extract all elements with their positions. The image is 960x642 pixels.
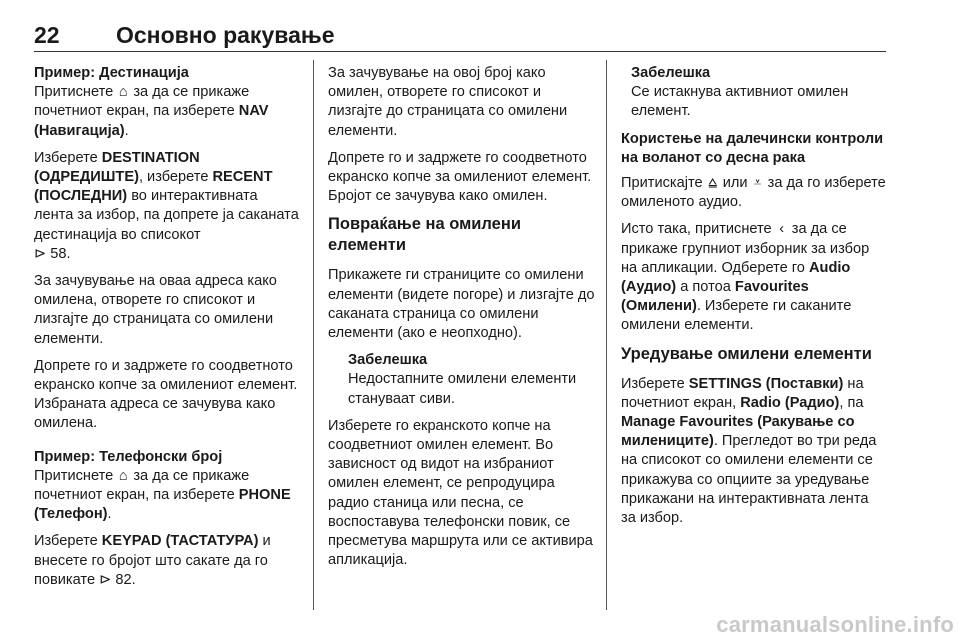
paragraph: Изберете DESTINATION (ОДРЕДИШТЕ), изберете RECENT (ПОСЛЕДНИ) во интерактивната лента за избор, па допрете ја саканата дестинација во списокот ⊳ 58. (34, 149, 300, 264)
back-icon: ‹ (779, 221, 785, 238)
home-icon: ⌂ (118, 84, 128, 101)
page-number: 22 (34, 22, 60, 48)
column-3 (621, 64, 887, 536)
note-text: Се истакнува активниот омилен елемент. (631, 84, 849, 120)
heading-retrieve-favourites: Повраќање на омилени елементи (328, 215, 521, 255)
paragraph: За зачувување на овој број како омилен, отворете го списокот и лизгајте до страницата со омилени елементи. (328, 65, 568, 139)
column-2 (328, 64, 596, 578)
note-box (631, 64, 887, 122)
paragraph: Изберете KEYPAD (ТАСТАТУРА) и внесете го бројот што сакате да го повикате ⊳ 82. (34, 532, 300, 590)
down-icon: ⩡ (753, 175, 762, 192)
page-header (34, 22, 886, 52)
column-1 (34, 64, 300, 598)
note-heading: Забелешка (631, 65, 711, 81)
page-title: Основно ракување (116, 22, 335, 48)
paragraph: Допрете го и задржете го соодветното екранско копче за омилениот елемент. Бројот се зачувува како омилен. (328, 149, 592, 205)
paragraph: Изберете SETTINGS (Поставки) на почетниот екран, Radio (Радио), па Manage Favourites (Ракување со милениците). Прегледот во три реда на списокот со омилени елементи се прикажува со опциите за уредување прикажани на интерактивната лента за избор. (621, 375, 877, 527)
note-box (348, 351, 596, 409)
paragraph: За зачувување на оваа адреса како омилена, отворете го списокот и лизгајте до страницата со омилени елементи. (34, 273, 277, 347)
note-text: Недостапните омилени елементи стануваат сиви. (348, 371, 577, 407)
column-divider-2 (606, 60, 607, 610)
paragraph: Изберете го екранското копче на соодветниот омилен елемент. Во зависност од видот на избраниот омилен елемент, се репродуцира радио станица или песна, се воспоставува телефонски повик, се пресметува маршрута или се активира апликација. (328, 417, 593, 569)
paragraph: Притиснете ⌂ за да се прикаже почетниот екран, па изберете NAV (Навигација). (34, 84, 269, 139)
note-heading: Забелешка (348, 352, 428, 369)
heading-edit-favourites: Уредување омилени елементи (621, 344, 872, 363)
paragraph: Допрете го и задржете го соодветното екранско копче за омилениот елемент. Избраната адреса се зачувува како омилена. (34, 357, 298, 432)
heading-destination-example: Пример: Дестинација (34, 65, 189, 81)
up-icon: ⩠ (708, 175, 718, 192)
page-reference-icon: ⊳ (99, 571, 112, 588)
paragraph: Притискајте ⩠ или ⩡ за да го изберете омиленото аудио. (621, 175, 886, 211)
page-reference-icon: ⊳ (34, 245, 47, 262)
paragraph: Прикажете ги страниците со омилени елементи (видете погоре) и лизгајте до саканата страница со омилени елементи (ако е неопходно). (328, 267, 595, 342)
column-divider-1 (313, 60, 314, 610)
header-rule (34, 51, 886, 52)
home-icon: ⌂ (118, 467, 128, 484)
paragraph: Исто така, притиснете ‹ за да се прикаже групниот изборник за избор на апликации. Одберете го Audio (Аудио) а потоа Favourites (Омилени). Изберете ги саканите омилени елементи. (621, 221, 870, 334)
watermark: carmanualsonline.info (716, 612, 954, 637)
paragraph: Притиснете ⌂ за да се прикаже почетниот екран, па изберете PHONE (Телефон). (34, 467, 291, 523)
heading-steering-controls: Користење на далечински контроли на воланот со десна рака (621, 130, 884, 166)
heading-phone-example: Пример: Телефонски број (34, 448, 223, 465)
